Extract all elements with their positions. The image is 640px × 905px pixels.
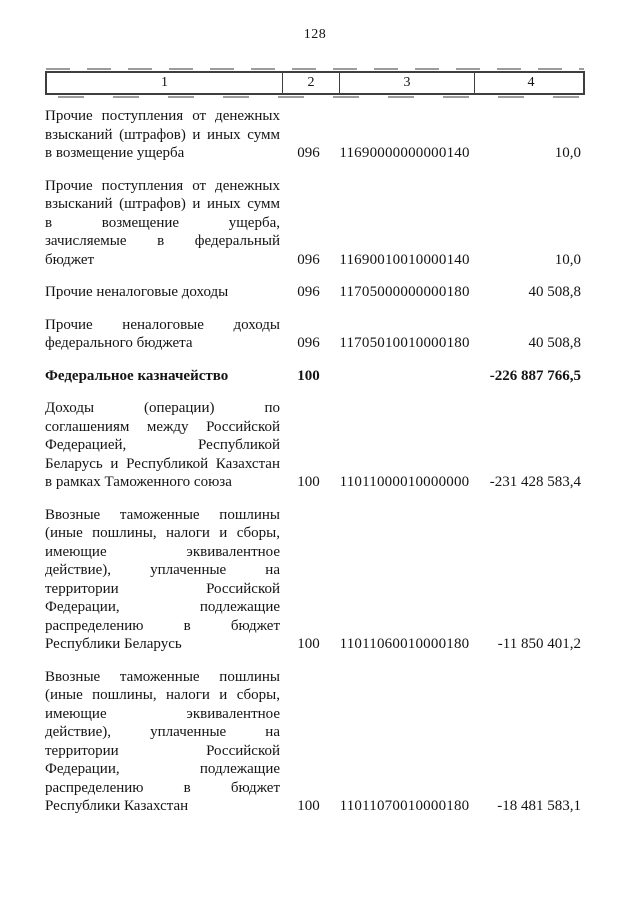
table-row — [45, 283, 585, 302]
row-name-line: действие), уплаченные на — [45, 724, 280, 740]
row-name-line: Республики Казахстан — [45, 798, 189, 814]
table-row — [45, 399, 585, 492]
table-header-col-1: 1 — [161, 75, 168, 90]
chapter-code-cell: 100 — [297, 636, 320, 652]
classification-code-cell: 11690010010000140 — [339, 251, 470, 268]
amount-cell: -231 428 583,4 — [489, 474, 581, 490]
row-name-line: в рамках Таможенного союза — [45, 474, 232, 490]
row-name-line: распределению в бюджет — [45, 779, 280, 796]
row-name-line: Прочие поступления от денежных — [45, 177, 280, 194]
row-name-line: действие), уплаченные на — [45, 562, 280, 578]
page-content — [45, 26, 585, 816]
table-row — [45, 316, 585, 353]
table-row — [45, 367, 585, 386]
classification-code-cell: 11690000000000140 — [339, 145, 470, 161]
row-name-line: Федерации, подлежащие — [45, 761, 280, 777]
row-name-line: взысканий (штрафов) и иных сумм — [45, 196, 280, 212]
row-name-cell — [45, 668, 280, 816]
chapter-code-cell: 100 — [297, 367, 320, 384]
row-name-line: имеющие эквивалентное — [45, 705, 280, 722]
row-name-cell — [45, 367, 280, 386]
amount-cell: -18 481 583,1 — [497, 798, 581, 814]
table-header-col-2: 2 — [282, 73, 339, 93]
amount-cell: 40 508,8 — [528, 335, 581, 351]
chapter-code-cell: 096 — [297, 145, 320, 161]
amount-cell: 40 508,8 — [528, 284, 581, 300]
row-name-line: Доходы (операции) по — [45, 400, 280, 416]
row-name-line: Ввозные таможенные пошлины — [45, 668, 280, 685]
row-name-line: Федерацией, Республикой — [45, 437, 280, 453]
table-header-col-4: 4 — [474, 73, 587, 93]
chapter-code-cell: 100 — [297, 474, 320, 490]
table-row — [45, 668, 585, 816]
table-header-row — [45, 71, 585, 95]
row-name-line: Прочие поступления от денежных — [45, 108, 280, 124]
row-name-line: (иные пошлины, налоги и сборы, — [45, 525, 280, 541]
row-name-cell — [45, 316, 280, 353]
classification-code-cell: 11705010010000180 — [339, 335, 470, 351]
classification-code-cell: 11705000000000180 — [339, 284, 470, 300]
classification-code-cell: 11011070010000180 — [339, 798, 470, 814]
row-name-line: в возмещение ущерба — [45, 145, 185, 161]
chapter-code-cell: 096 — [297, 284, 320, 300]
row-name-line: Прочие неналоговые доходы — [45, 284, 229, 300]
row-name-line: соглашениям между Российской — [45, 418, 280, 435]
row-name-line: Беларусь и Республикой Казахстан — [45, 455, 280, 472]
amount-cell: 10,0 — [554, 251, 581, 268]
row-name-line: имеющие эквивалентное — [45, 543, 280, 560]
amount-cell: -11 850 401,2 — [497, 636, 581, 652]
amount-cell: -226 887 766,5 — [489, 367, 581, 384]
row-name-line: взысканий (штрафов) и иных сумм — [45, 126, 280, 143]
chapter-code-cell: 096 — [297, 251, 320, 268]
classification-code-cell: 11011060010000180 — [339, 636, 470, 652]
table-body — [45, 107, 585, 816]
row-name-line: Прочие неналоговые доходы — [45, 316, 280, 333]
row-name-line: (иные пошлины, налоги и сборы, — [45, 687, 280, 703]
amount-cell: 10,0 — [554, 145, 581, 161]
row-name-line: территории Российской — [45, 580, 280, 597]
chapter-code-cell: 096 — [297, 335, 320, 351]
row-name-line: зачисляемые в федеральный — [45, 233, 280, 249]
row-name-line: Федеральное казначейство — [45, 367, 229, 384]
row-name-line: в возмещение ущерба, — [45, 214, 280, 231]
chapter-code-cell: 100 — [297, 798, 320, 814]
row-name-cell — [45, 399, 280, 492]
row-name-line: распределению в бюджет — [45, 617, 280, 634]
table-row — [45, 177, 585, 270]
row-name-line: территории Российской — [45, 742, 280, 759]
row-name-cell — [45, 283, 280, 302]
row-name-line: Республики Беларусь — [45, 636, 182, 652]
row-name-cell — [45, 177, 280, 270]
row-name-line: бюджет — [45, 251, 95, 268]
table-header-col-3: 3 — [339, 73, 474, 93]
row-name-line: Ввозные таможенные пошлины — [45, 506, 280, 523]
classification-code-cell: 11011000010000000 — [339, 474, 470, 490]
table-row — [45, 107, 585, 163]
row-name-cell — [45, 107, 280, 163]
row-name-line: Федерации, подлежащие — [45, 599, 280, 615]
page-number: 128 — [303, 27, 327, 42]
row-name-line: федерального бюджета — [45, 335, 193, 351]
table-row — [45, 506, 585, 654]
row-name-cell — [45, 506, 280, 654]
